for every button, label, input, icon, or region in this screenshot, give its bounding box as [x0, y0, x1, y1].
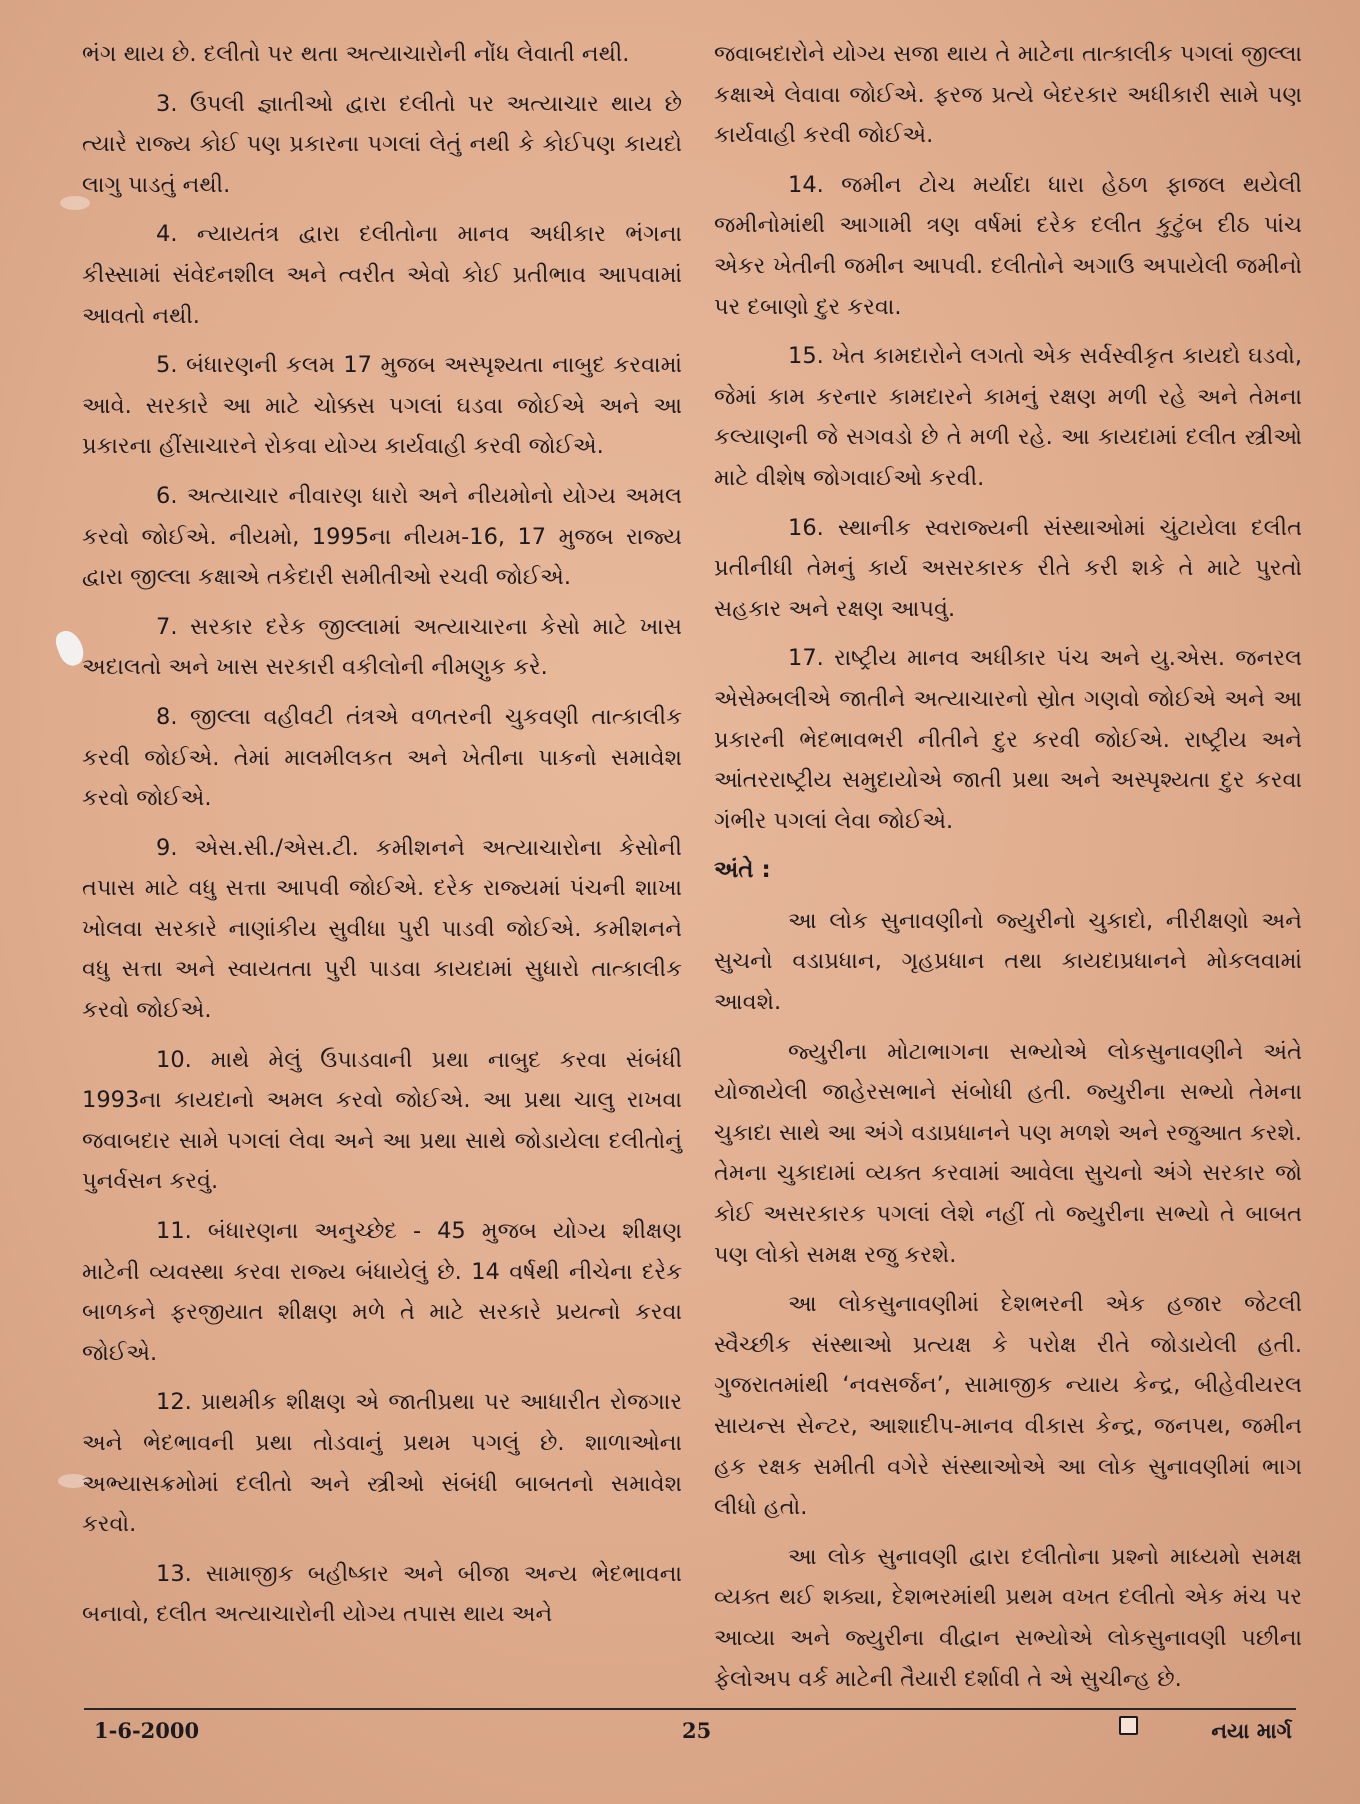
paragraph: 5. બંધારણની કલમ 17 મુજબ અસ્પૃશ્યતા નાબુદ કરવામાં આવે. સરકારે આ માટે ચોક્કસ પગલાં ઘડવા જોઈએ અને આ પ્રકારના હીંસાચારને રોકવા યોગ્ય કાર્યવાહી કરવી જોઈએ.: [82, 352, 682, 460]
paragraph: 7. સરકાર દરેક જીલ્લામાં અત્યાચારના કેસો માટે ખાસ અદાલતો અને ખાસ સરકારી વકીલોની નીમણુક કરે.: [82, 613, 682, 681]
paragraph: આ લોકસુનાવણીમાં દેશભરની એક હજાર જેટલી સ્વૈચ્છીક સંસ્થાઓ પ્રત્યક્ષ કે પરોક્ષ રીતે જોડાયેલી હતી. ગુજરાતમાંથી ‘નવસર્જન’, સામાજીક ન્યાય કેન્દ્ર, બીહેવીયરલ સાયન્સ સેન્ટર, આશાદીપ-માનવ વીકાસ કેન્દ્ર, જનપથ, જમીન હક રક્ષક સમીતી વગેરે સંસ્થાઓએ આ લોક સુનાવણીમાં ભાગ લીધો હતો.: [714, 1291, 1302, 1521]
section-heading: અંતે :: [714, 857, 771, 884]
paragraph: 4. ન્યાયતંત્ર દ્વારા દલીતોના માનવ અધીકાર ભંગના કીસ્સામાં સંવેદનશીલ અને ત્વરીત એવો કોઈ પ્રતીભાવ આપવામાં આવતો નથી.: [82, 221, 682, 329]
paragraph: ભંગ થાય છે. દલીતો પર થતા અત્યાચારોની નોંધ લેવાતી નથી.: [82, 41, 630, 67]
paragraph: 9. એસ.સી./એસ.ટી. કમીશનને અત્યાચારોના કેસોની તપાસ માટે વધુ સત્તા આપવી જોઈએ. દરેક રાજ્યમાં પંચની શાખા ખોલવા સરકારે નાણાંકીય સુવીધા પુરી પાડવી જોઈએ. કમીશનને વધુ સત્તા અને સ્વાયતતા પુરી પાડવા કાયદામાં સુધારો તાત્કાલીક કરવો જોઈએ.: [82, 834, 682, 1024]
paragraph: 3. ઉપલી જ્ઞાતીઓ દ્વારા દલીતો પર અત્યાચાર થાય છે ત્યારે રાજ્ય કોઈ પણ પ્રકારના પગલાં લેતું નથી કે કોઈપણ કાયદો લાગુ પાડતું નથી.: [82, 90, 682, 198]
footer-divider: [84, 1708, 1296, 1710]
right-column: [714, 34, 1302, 1749]
paragraph: 11. બંધારણના અનુચ્છેદ - 45 મુજબ યોગ્ય શીક્ષણ માટેની વ્યવસ્થા કરવા રાજ્ય બંધાયેલું છે. 14 વર્ષથી નીચેના દરેક બાળકને ફરજીયાત શીક્ષણ મળે તે માટે સરકારે પ્રયત્નો કરવા જોઈએ.: [82, 1218, 682, 1366]
magazine-title: નયા માર્ગ: [1211, 1718, 1292, 1743]
paragraph: 15. ખેત કામદારોને લગતો એક સર્વસ્વીકૃત કાયદો ઘડવો, જેમાં કામ કરનાર કામદારને કામનું રક્ષણ મળી રહે અને તેમના કલ્યાણની જે સગવડો છે તે મળી રહે. આ કાયદામાં દલીત સ્ત્રીઓ માટે વીશેષ જોગવાઈઓ કરવી.: [714, 343, 1302, 491]
issue-date: 1-6-2000: [94, 1718, 200, 1743]
paragraph: 13. સામાજીક બહીષ્કાર અને બીજા અન્ય ભેદભાવના બનાવો, દલીત અત્યાચારોની યોગ્ય તપાસ થાય અને: [82, 1560, 682, 1628]
paragraph: જવાબદારોને યોગ્ય સજા થાય તે માટેના તાત્કાલીક પગલાં જીલ્લા કક્ષાએ લેવાવા જોઈએ. ફરજ પ્રત્યે બેદરકાર અધીકારી સામે પણ કાર્યવાહી કરવી જોઈએ.: [714, 41, 1302, 149]
end-square-icon: [1119, 1716, 1138, 1735]
paragraph: 10. માથે મેલું ઉપાડવાની પ્રથા નાબુદ કરવા સંબંધી 1993ના કાયદાનો અમલ કરવો જોઈએ. આ પ્રથા ચાલુ રાખવા જવાબદાર સામે પગલાં લેવા અને આ પ્રથા સાથે જોડાયેલા દલીતોનું પુનર્વસન કરવું.: [82, 1046, 682, 1195]
paragraph: આ લોક સુનાવણી દ્વારા દલીતોના પ્રશ્નો માધ્યમો સમક્ષ વ્યક્ત થઈ શક્યા, દેશભરમાંથી પ્રથમ વખત દલીતો એક મંચ પર આવ્યા અને જ્યુરીના વીદ્વાન સભ્યોએ લોકસુનાવણી પછીના ફેલોઅપ વર્ક માટેની તૈયારી દર્શાવી તે એ સુચીન્હ છે.: [714, 1543, 1302, 1692]
paragraph: આ લોક સુનાવણીનો જ્યુરીનો ચુકાદો, નીરીક્ષણો અને સુચનો વડાપ્રધાન, ગૃહપ્રધાન તથા કાયદાપ્રધાનને મોકલવામાં આવશે.: [714, 907, 1302, 1016]
paragraph: 16. સ્થાનીક સ્વરાજ્યની સંસ્થાઓમાં ચુંટાયેલા દલીત પ્રતીનીધી તેમનું કાર્ય અસરકારક રીતે કરી શકે તે માટે પુરતો સહકાર અને રક્ષણ આપવું.: [714, 514, 1302, 622]
left-column: [82, 34, 682, 1644]
paragraph: 17. રાષ્ટ્રીય માનવ અધીકાર પંચ અને યુ.એસ. જનરલ એસેમ્બલીએ જાતીને અત્યાચારનો સ્રોત ગણવો જોઈએ અને આ પ્રકારની ભેદભાવભરી નીતીને દુર કરવી જોઈએ. રાષ્ટ્રીય અને આંતરરાષ્ટ્રીય સમુદાયોએ જાતી પ્રથા અને અસ્પૃશ્યતા દુર કરવા ગંભીર પગલાં લેવા જોઈએ.: [714, 645, 1302, 834]
page-number: 25: [682, 1718, 712, 1743]
paragraph: 14. જમીન ટોચ મર્યાદા ધારા હેઠળ ફાજલ થયેલી જમીનોમાંથી આગામી ત્રણ વર્ષમાં દરેક દલીત કુટુંબ દીઠ પાંચ એકર ખેતીની જમીન આપવી. દલીતોને અગાઉ અપાયેલી જમીનો પર દબાણો દુર કરવા.: [714, 171, 1302, 320]
paragraph: 12. પ્રાથમીક શીક્ષણ એ જાતીપ્રથા પર આધારીત રોજગાર અને ભેદભાવની પ્રથા તોડવાનું પ્રથમ પગલું છે. શાળાઓના અભ્યાસક્રમોમાં દલીતો અને સ્ત્રીઓ સંબંધી બાબતનો સમાવેશ કરવો.: [82, 1389, 682, 1538]
paragraph: જ્યુરીના મોટાભાગના સભ્યોએ લોકસુનાવણીને અંતે યોજાયેલી જાહેરસભાને સંબોધી હતી. જ્યુરીના સભ્યો તેમના ચુકાદા સાથે આ અંગે વડાપ્રધાનને પણ મળશે અને રજુઆત કરશે. તેમના ચુકાદામાં વ્યક્ત કરવામાં આવેલા સુચનો અંગે સરકાર જો કોઈ અસરકારક પગલાં લેશે નહીં તો જ્યુરીના સભ્યો તે બાબત પણ લોકો સમક્ષ રજુ કરશે.: [714, 1038, 1302, 1268]
paragraph: 8. જીલ્લા વહીવટી તંત્રએ વળતરની ચુકવણી તાત્કાલીક કરવી જોઈએ. તેમાં માલમીલકત અને ખેતીના પાકનો સમાવેશ કરવો જોઈએ.: [82, 703, 682, 812]
paragraph: 6. અત્યાચાર નીવારણ ધારો અને નીયમોનો યોગ્ય અમલ કરવો જોઈએ. નીયમો, 1995ના નીયમ-16, 17 મુજબ રાજ્ય દ્વારા જીલ્લા કક્ષાએ તકેદારી સમીતીઓ રચવી જોઈએ.: [82, 482, 682, 591]
